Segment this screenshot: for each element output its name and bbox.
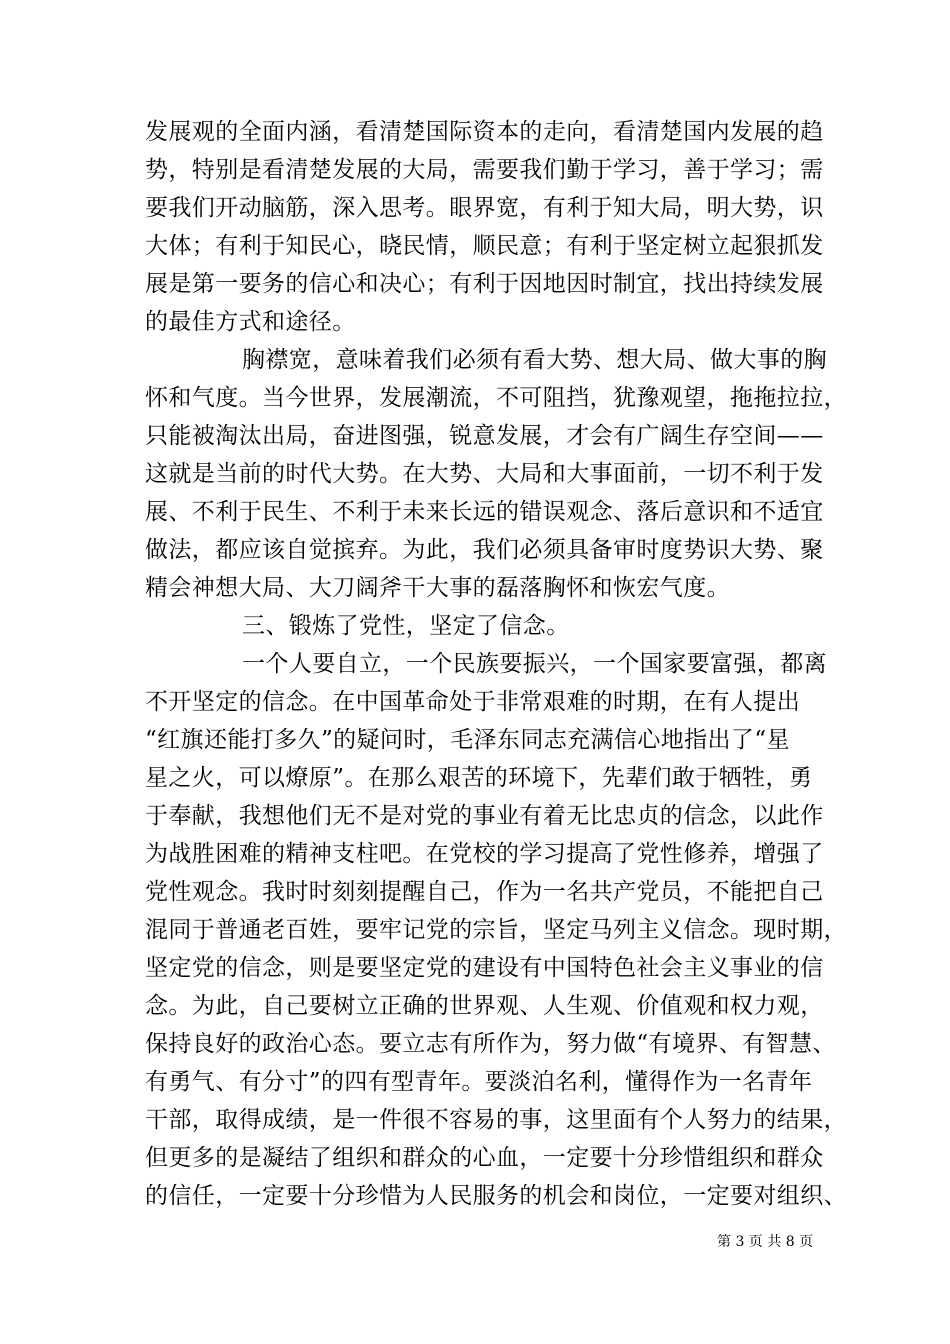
section-heading: 三、锻炼了党性，坚定了信念。 xyxy=(242,613,570,639)
text-line: 这就是当前的时代大势。在大势、大局和大事面前，一切不利于发 xyxy=(145,461,824,487)
text-line: 精会神想大局、大刀阔斧干大事的磊落胸怀和恢宏气度。 xyxy=(145,575,730,601)
text-line: 混同于普通老百姓，要牢记党的宗旨，坚定马列主义信念。现时期， xyxy=(145,917,847,943)
text-line: 为战胜困难的精神支柱吧。在党校的学习提高了党性修养，增强了 xyxy=(145,841,824,867)
page-number-footer: 第 3 页 共 8 页 xyxy=(717,1234,814,1250)
text-line: 展是第一要务的信心和决心；有利于因地因时制宜，找出持续发展 xyxy=(145,271,824,297)
text-line: 大体；有利于知民心，晓民情，顺民意；有利于坚定树立起狠抓发 xyxy=(145,233,824,259)
text-line: 只能被淘汰出局，奋进图强，锐意发展，才会有广阔生存空间—— xyxy=(145,423,824,449)
text-line: 展、不利于民生、不利于未来长远的错误观念、落后意识和不适宜 xyxy=(145,499,824,525)
text-line: 保持良好的政治心态。要立志有所作为，努力做“有境界、有智慧、 xyxy=(145,1031,836,1057)
paragraph-first-line: 胸襟宽，意味着我们必须有看大势、想大局、做大事的胸 xyxy=(242,347,827,373)
text-line: 发展观的全面内涵，看清楚国际资本的走向，看清楚国内发展的趋 xyxy=(145,119,824,145)
text-line: 不开坚定的信念。在中国革命处于非常艰难的时期，在有人提出 xyxy=(145,689,801,715)
text-line: “红旗还能打多久”的疑问时，毛泽东同志充满信心地指出了“星 xyxy=(145,727,790,753)
text-line: 怀和气度。当今世界，发展潮流，不可阻挡，犹豫观望，拖拖拉拉， xyxy=(145,385,847,411)
text-line: 星之火，可以燎原”。在那么艰苦的环境下，先辈们敢于牺牲，勇 xyxy=(145,765,813,791)
text-line: 但更多的是凝结了组织和群众的心血，一定要十分珍惜组织和群众 xyxy=(145,1145,824,1171)
text-line: 要我们开动脑筋，深入思考。眼界宽，有利于知大局，明大势，识 xyxy=(145,195,824,221)
text-line: 干部，取得成绩，是一件很不容易的事，这里面有个人努力的结果， xyxy=(145,1107,847,1133)
text-line: 的信任，一定要十分珍惜为人民服务的机会和岗位，一定要对组织、 xyxy=(145,1183,847,1209)
text-line: 的最佳方式和途径。 xyxy=(145,309,356,335)
text-line: 有勇气、有分寸”的四有型青年。要淡泊名利，懂得作为一名青年 xyxy=(145,1069,813,1095)
text-line: 势，特别是看清楚发展的大局，需要我们勤于学习，善于学习；需 xyxy=(145,157,824,183)
text-line: 坚定党的信念，则是要坚定党的建设有中国特色社会主义事业的信 xyxy=(145,955,824,981)
text-line: 于奉献，我想他们无不是对党的事业有着无比忠贞的信念，以此作 xyxy=(145,803,824,829)
text-line: 党性观念。我时时刻刻提醒自己，作为一名共产党员，不能把自己 xyxy=(145,879,824,905)
text-line: 念。为此，自己要树立正确的世界观、人生观、价值观和权力观， xyxy=(145,993,824,1019)
paragraph-first-line: 一个人要自立，一个民族要振兴，一个国家要富强，都离 xyxy=(242,651,827,677)
text-line: 做法，都应该自觉摈弃。为此，我们必须具备审时度势识大势、聚 xyxy=(145,537,824,563)
